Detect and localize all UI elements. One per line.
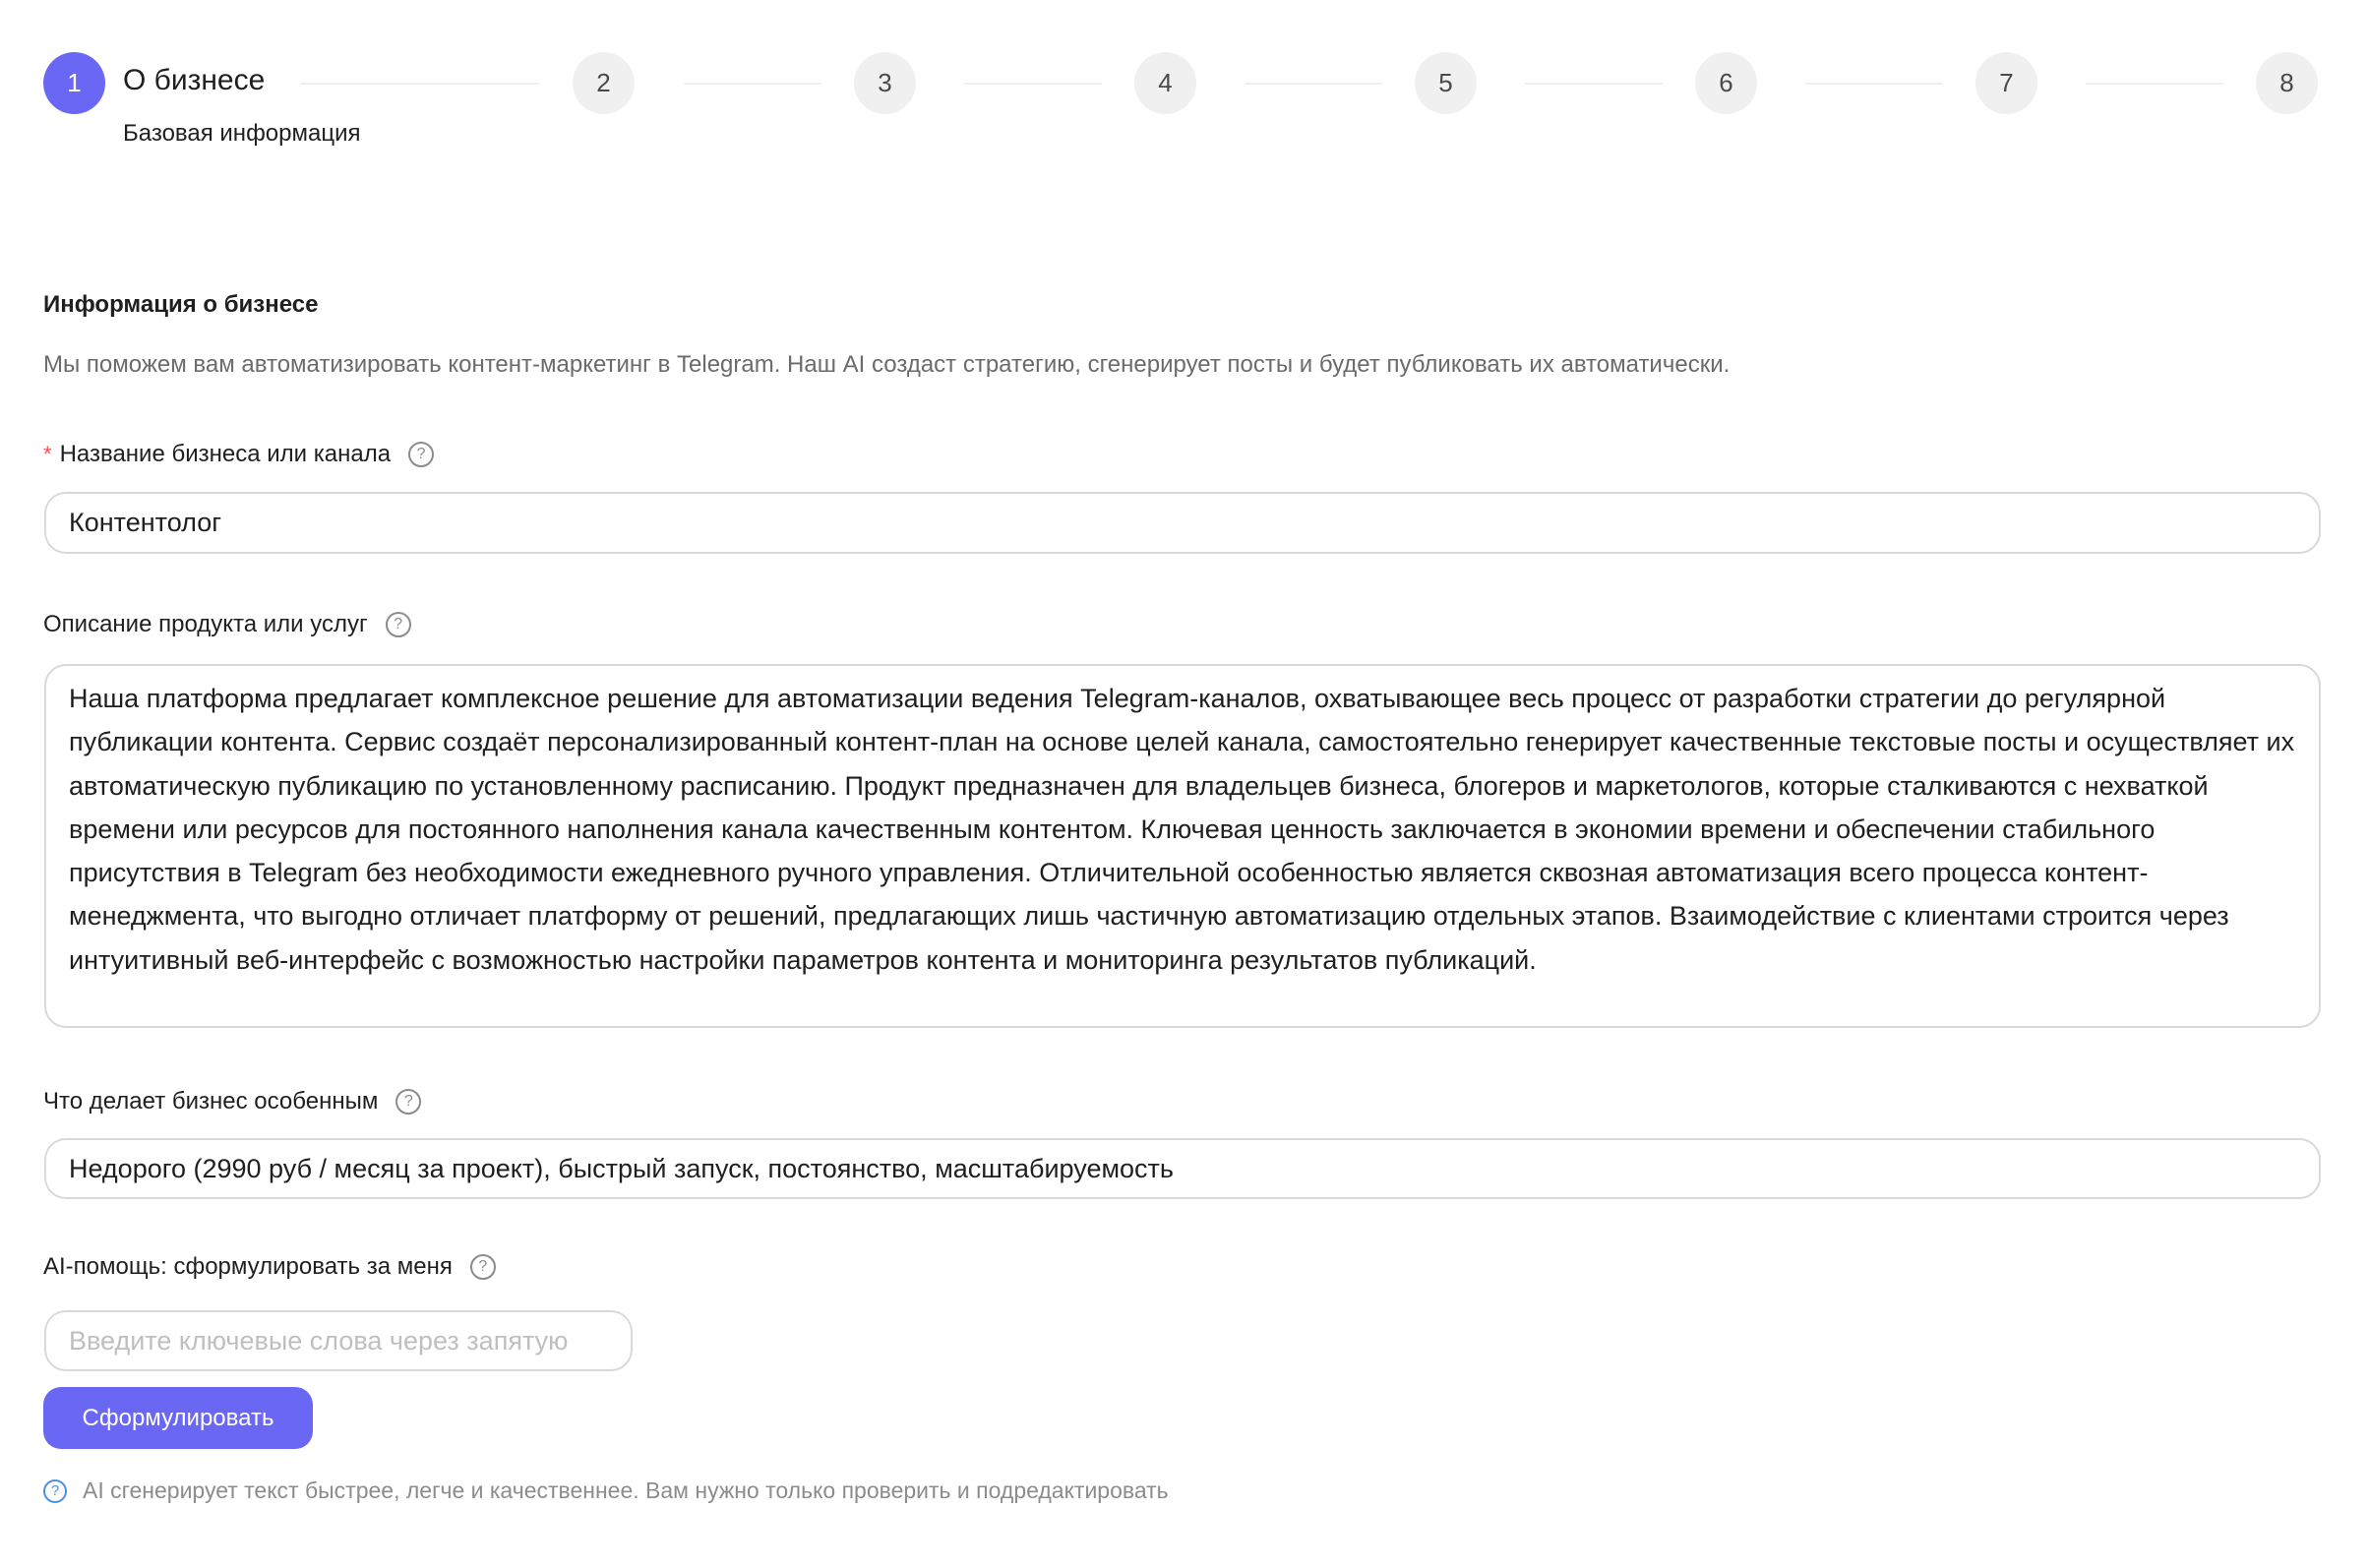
question-circle-icon: ? — [43, 1479, 67, 1503]
business-name-input[interactable] — [44, 492, 2321, 554]
product-description-textarea[interactable]: Наша платформа предлагает комплексное решение для автоматизации ведения Telegram-каналов, охватывающее весь процесс от разработки стратегии до регулярной публикации контента. Сервис создаёт персонализированный контент-план на основе целей канала, самостоятельно генерирует качественные текстовые посты и осуществляет их автоматическую публикацию по установленному расписанию. Продукт предназначен для владельцев бизнеса, блогеров и маркетологов, которые сталкиваются с нехваткой времени или ресурсов для постоянного наполнения канала качественным контентом. Ключевая ценность заключается в экономии времени и обеспечении стабильного присутствия в Telegram без необходимости ежедневного ручного управления. Отличительной особенностью является сквозная автоматизация всего процесса контент-менеджмента, что выгодно отличает платформу от решений, предлагающих лишь частичную автоматизацию отдельных этапов. Взаимодействие с клиентами строится через интуитивный веб-интерфейс с возможностью настройки параметров контента и мониторинга результатов публикаций. — [44, 664, 2321, 1028]
question-circle-icon[interactable]: ? — [395, 1089, 421, 1115]
unique-input[interactable] — [44, 1138, 2321, 1199]
step-5[interactable]: 5 — [1415, 52, 1477, 114]
step-2[interactable]: 2 — [573, 52, 635, 114]
ai-keywords-input[interactable] — [44, 1310, 633, 1371]
step-8[interactable]: 8 — [2256, 52, 2318, 114]
business-name-label — [43, 439, 434, 470]
product-description-label-text: Описание продукта или услуг — [43, 611, 368, 637]
question-circle-icon[interactable]: ? — [386, 612, 411, 637]
step-6[interactable]: 6 — [1695, 52, 1757, 114]
step-connector — [684, 83, 821, 85]
step-connector — [1805, 83, 1943, 85]
step-connector — [2086, 83, 2223, 85]
section-description: Мы поможем вам автоматизировать контент-маркетинг в Telegram. Наш AI создаст стратегию, сгенерирует посты и будет публиковать их автоматически. — [43, 351, 1731, 378]
unique-label — [43, 1086, 421, 1117]
question-circle-icon[interactable]: ? — [408, 442, 434, 467]
step-1-subtitle: Базовая информация — [123, 120, 361, 147]
formulate-button[interactable]: Сформулировать — [43, 1387, 313, 1449]
unique-value: Недорого (2990 руб / месяц за проект), быстрый запуск, постоянство, масштабируемость — [69, 1153, 1174, 1183]
step-connector — [1245, 83, 1382, 85]
step-connector — [300, 83, 539, 85]
unique-label-text: Что делает бизнес особенным — [43, 1088, 379, 1115]
question-circle-icon[interactable]: ? — [470, 1254, 496, 1280]
section-title: Информация о бизнесе — [43, 291, 319, 318]
ai-help-label-text: AI-помощь: сформулировать за меня — [43, 1253, 453, 1280]
ai-help-label — [43, 1251, 496, 1283]
stepper — [0, 0, 2369, 167]
ai-keywords-placeholder: Введите ключевые слова через запятую — [69, 1325, 569, 1356]
step-connector — [964, 83, 1102, 85]
required-mark: * — [43, 442, 52, 466]
step-4[interactable]: 4 — [1134, 52, 1196, 114]
step-3[interactable]: 3 — [854, 52, 916, 114]
step-1-title: О бизнесе — [123, 64, 266, 96]
step-1[interactable]: 1 — [43, 52, 105, 114]
ai-hint-text: AI сгенерирует текст быстрее, легче и качественнее. Вам нужно только проверить и подредактировать — [83, 1478, 1169, 1503]
product-description-label — [43, 609, 411, 640]
step-7[interactable]: 7 — [1975, 52, 2037, 114]
ai-hint — [43, 1478, 1169, 1504]
business-name-value: Контентолог — [69, 508, 222, 537]
business-name-label-text: Название бизнеса или канала — [59, 441, 392, 467]
step-connector — [1525, 83, 1663, 85]
